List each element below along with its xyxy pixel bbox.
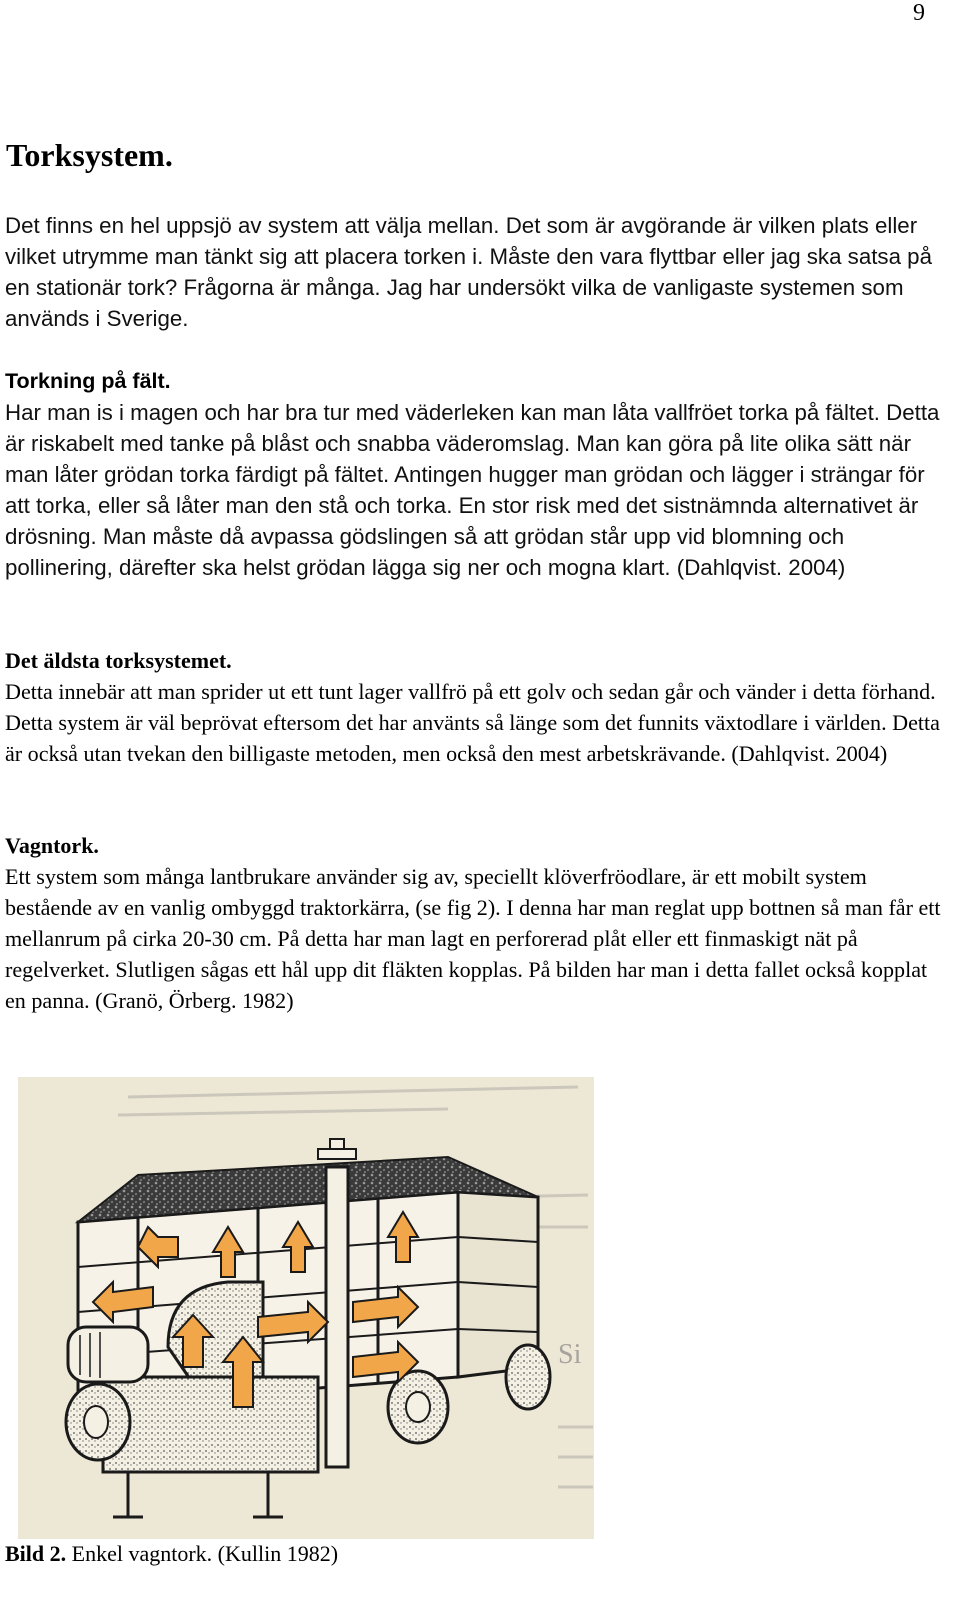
section-text-field-drying: Har man is i magen och har bra tur med väderleken kan man låta vallfröet torka på fältet. Detta är riskabelt med tanke på blåst och snabba väderomslag. Man kan göra på lite olika sätt när man låter grödan torka färdigt på fältet. Antingen hugger man grödan och lägger i strängar för att torka, eller så låter man den stå och torka. En stor risk med det sistnämnda alternativet är drösning. Man måste då avpassa gödslingen så att grödan står upp vid blomning och pollinering, därefter ska helst grödan lägga sig ner och mogna klart. (Dahlqvist. 2004) <box>5 400 940 580</box>
svg-text:Si: Si <box>558 1339 582 1370</box>
figure-caption-label: Bild 2. <box>5 1541 67 1566</box>
wagon-dryer-illustration <box>18 1077 594 1539</box>
section-text-oldest-system: Detta innebär att man sprider ut ett tunt lager vallfrö på ett golv och sedan går och vänder i detta förhand. Detta system är väl beprövat eftersom det har använts så länge som det funnits växtodlare i världen. Detta är också utan tvekan den billigaste metoden, men också den mest arbetskrävande. (Dahlqvist. 2004) <box>5 679 940 766</box>
section-heading-oldest-system: Det äldsta torksystemet. <box>5 648 232 673</box>
figure-caption-text: Enkel vagntork. (Kullin 1982) <box>66 1541 339 1566</box>
figure-caption <box>5 1539 338 1569</box>
section-heading-wagon-dryer: Vagntork. <box>5 833 99 858</box>
section-text-wagon-dryer: Ett system som många lantbrukare använder sig av, speciellt klöverfröodlare, är ett mobilt system bestående av en vanlig ombyggd traktorkärra, (se fig 2). I denna har man reglat upp bottnen så man får ett mellanrum på cirka 20-30 cm. På detta har man lagt en perforerad plåt eller ett finmaskigt nät på regelverket. Slutligen sågas ett hål upp dit fläkten kopplas. På bilden har man i detta fallet också kopplat en panna. (Granö, Örberg. 1982) <box>5 864 941 1013</box>
page-title: Torksystem. <box>6 137 173 173</box>
intro-paragraph: Det finns en hel uppsjö av system att välja mellan. Det som är avgörande är vilken plats eller vilket utrymme man tänkt sig att placera torken i. Måste den vara flyttbar eller jag ska satsa på en stationär tork? Frågorna är många. Jag har undersökt vilka de vanligaste systemen som används i Sverige. <box>5 213 932 331</box>
section-heading-field-drying: Torkning på fält. <box>5 369 171 393</box>
page-number: 9 <box>913 0 925 26</box>
